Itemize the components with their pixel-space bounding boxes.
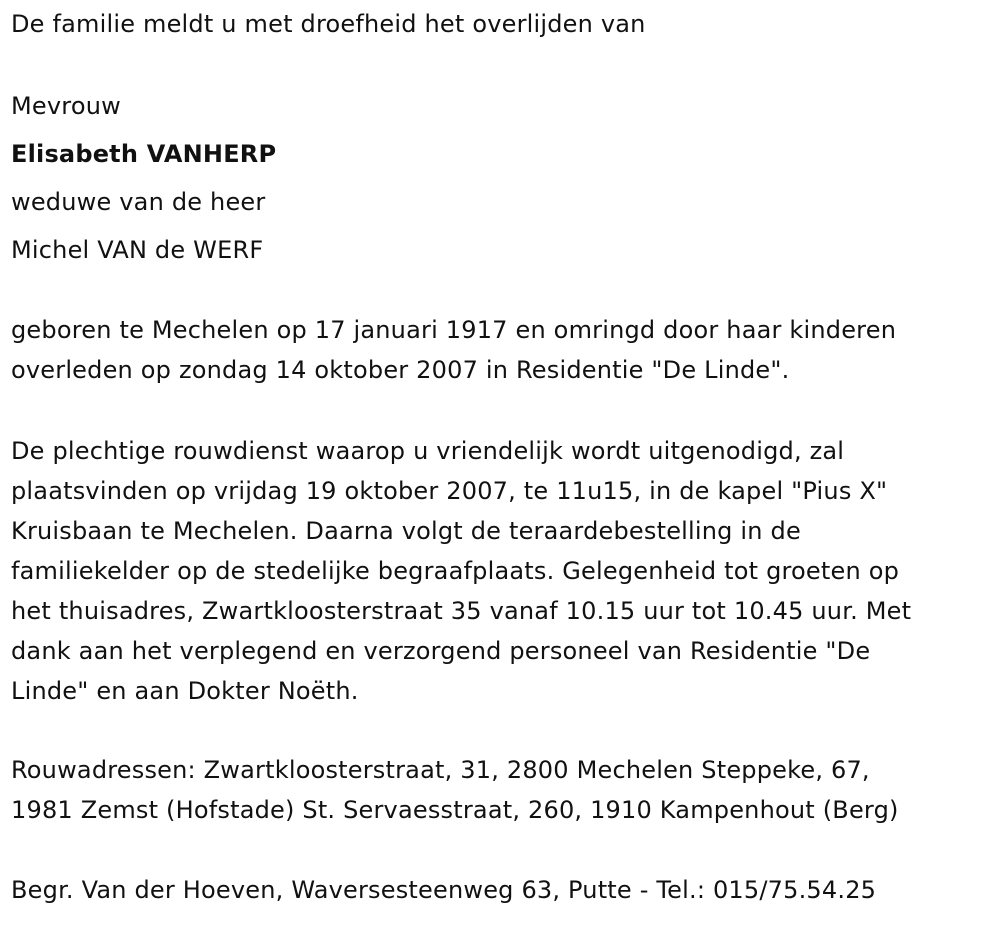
death-line: overleden op zondag 14 oktober 2007 in Residentie "De Linde". bbox=[11, 356, 790, 384]
service-line: het thuisadres, Zwartkloosterstraat 35 vanaf 10.15 uur tot 10.45 uur. Met bbox=[11, 597, 912, 625]
undertaker-line: Begr. Van der Hoeven, Waversesteenweg 63, Putte - Tel.: 015/75.54.25 bbox=[11, 876, 877, 904]
intro-text: De familie meldt u met droefheid het overlijden van bbox=[11, 10, 646, 38]
deceased-name: Elisabeth VANHERP bbox=[11, 140, 277, 168]
service-line: plaatsvinden op vrijdag 19 oktober 2007, te 11u15, in de kapel "Pius X" bbox=[11, 477, 888, 505]
spouse-name: Michel VAN de WERF bbox=[11, 236, 264, 264]
service-line: dank aan het verplegend en verzorgend personeel van Residentie "De bbox=[11, 637, 871, 665]
title-text: Mevrouw bbox=[11, 92, 121, 120]
birth-line: geboren te Mechelen op 17 januari 1917 en omringd door haar kinderen bbox=[11, 316, 897, 344]
relation-text: weduwe van de heer bbox=[11, 188, 266, 216]
service-line: De plechtige rouwdienst waarop u vriendelijk wordt uitgenodigd, zal bbox=[11, 437, 845, 465]
service-line: Linde" en aan Dokter Noëth. bbox=[11, 677, 359, 705]
address-line: 1981 Zemst (Hofstade) St. Servaesstraat, 260, 1910 Kampenhout (Berg) bbox=[11, 796, 899, 824]
service-line: Kruisbaan te Mechelen. Daarna volgt de teraardebestelling in de bbox=[11, 517, 801, 545]
service-line: familiekelder op de stedelijke begraafplaats. Gelegenheid tot groeten op bbox=[11, 557, 900, 585]
address-line: Rouwadressen: Zwartkloosterstraat, 31, 2800 Mechelen Steppeke, 67, bbox=[11, 756, 870, 784]
